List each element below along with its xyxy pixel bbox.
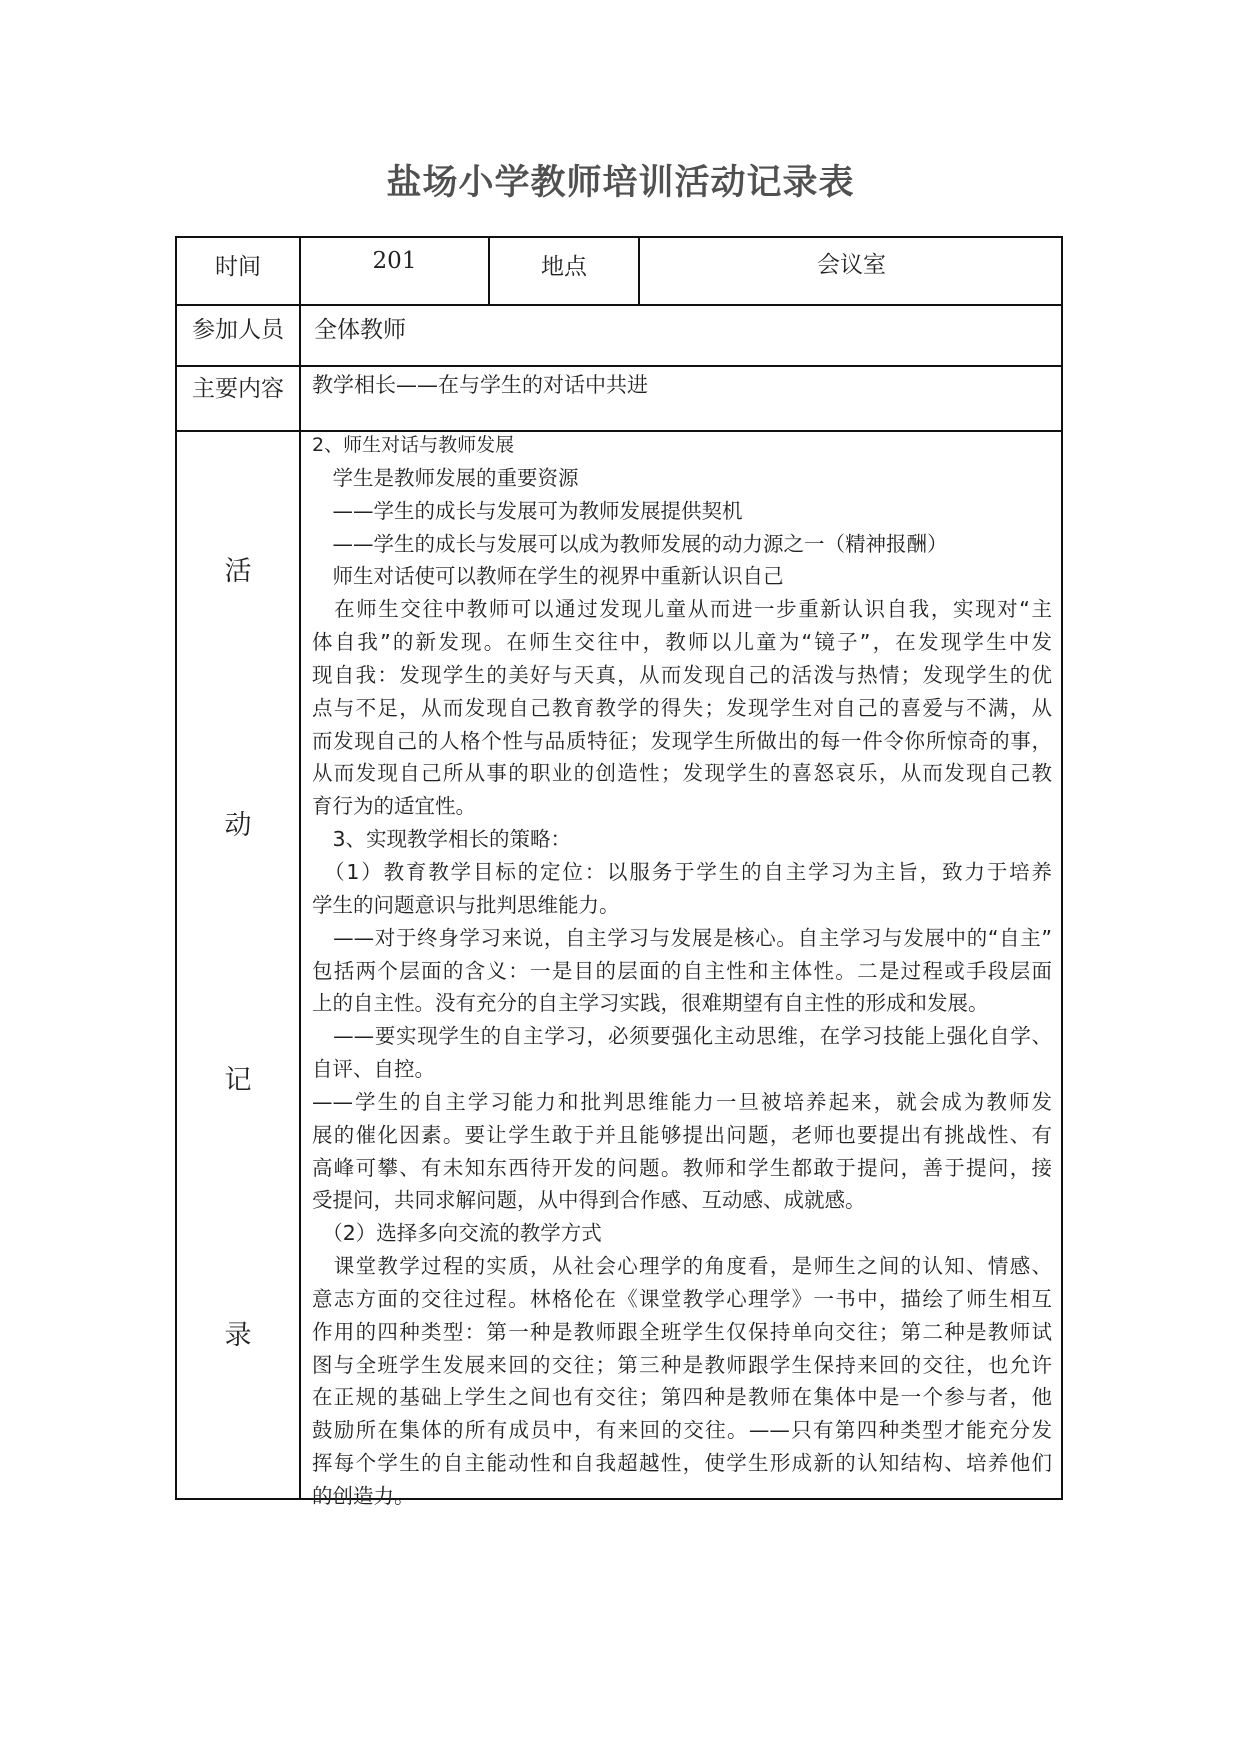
- record-line: 上的自主性。没有充分的自主学习实践，很难期望有自主性的形成和发展。: [312, 991, 989, 1016]
- record-line: 展的催化因素。要让学生敢于并且能够提出问题，老师也要提出有挑战性、有: [312, 1122, 1052, 1147]
- row-divider-2: [177, 365, 1061, 367]
- time-label: 时间: [215, 254, 261, 280]
- record-line: 包括两个层面的含义：一是目的层面的自主性和主体性。二是过程或手段层面: [312, 958, 1052, 983]
- record-label-char-1: 活: [224, 556, 252, 587]
- record-line: （2）选择多向交流的教学方式: [312, 1221, 602, 1246]
- record-line: 现自我：发现学生的美好与天真，从而发现自己的活泼与热情；发现学生的优: [312, 662, 1052, 687]
- record-line: 图与全班学生发展来回的交往；第三种是教师跟学生保持来回的交往，也允许: [312, 1352, 1052, 1377]
- place-value: 会议室: [817, 252, 886, 278]
- record-line: 的创造力。: [312, 1484, 415, 1508]
- record-line: ——对于终身学习来说，自主学习与发展是核心。自主学习与发展中的“自主”: [312, 925, 1052, 950]
- record-line: 育行为的适宜性。: [312, 794, 476, 819]
- record-line: 而发现自己的人格个性与品质特征；发现学生所做出的每一件令你所惊奇的事，: [312, 728, 1052, 753]
- time-value: 201: [372, 248, 417, 274]
- content-value: 教学相长——在与学生的对话中共进: [312, 373, 648, 397]
- record-line: 高峰可攀、有未知东西待开发的问题。教师和学生都敢于提问，善于提问，接: [312, 1155, 1052, 1180]
- record-form-table: [175, 236, 1063, 1508]
- record-line: 挥每个学生的自主能动性和自我超越性，使学生形成新的认知结构、培养他们: [312, 1451, 1052, 1476]
- record-line: ——学生的自主学习能力和批判思维能力一旦被培养起来，就会成为教师发: [312, 1089, 1052, 1114]
- record-line: 课堂教学过程的实质，从社会心理学的角度看，是师生之间的认知、情感、: [312, 1254, 1052, 1279]
- record-line: 师生对话使可以教师在学生的视界中重新认识自己: [312, 564, 784, 589]
- record-line: 在师生交往中教师可以通过发现儿童从而进一步重新认识自我，实现对“主: [312, 597, 1052, 622]
- record-label-char-2: 动: [224, 810, 252, 841]
- participants-label: 参加人员: [192, 317, 284, 343]
- record-line: ——学生的成长与发展可为教师发展提供契机: [312, 498, 743, 523]
- record-line: 3、实现教学相长的策略：: [312, 827, 572, 852]
- content-label: 主要内容: [192, 376, 284, 402]
- participants-value: 全体教师: [314, 317, 406, 343]
- record-line: （1）教育教学目标的定位：以服务于学生的自主学习为主旨，致力于培养: [312, 859, 1052, 884]
- record-line: 2、师生对话与教师发展: [312, 434, 515, 456]
- record-line: 作用的四种类型：第一种是教师跟全班学生仅保持单向交往；第二种是教师试: [312, 1319, 1052, 1344]
- record-line: 鼓励所在集体的所有成员中，有来回的交往。——只有第四种类型才能充分发: [312, 1418, 1052, 1443]
- record-line: ——学生的成长与发展可以成为教师发展的动力源之一（精神报酬）: [312, 531, 948, 556]
- record-line: 点与不足，从而发现自己教育教学的得失；发现学生对自己的喜爱与不满，从: [312, 695, 1052, 720]
- record-line: 在正规的基础上学生之间也有交往；第四种是教师在集体中是一个参与者，他: [312, 1385, 1052, 1410]
- record-line: 意志方面的交往过程。林格伦在《课堂教学心理学》一书中，描绘了师生相互: [312, 1286, 1052, 1311]
- record-line: 受提问，共同求解问题，从中得到合作感、互动感、成就感。: [312, 1188, 866, 1213]
- record-line: 从而发现自己所从事的职业的创造性；发现学生的喜怒哀乐，从而发现自己教: [312, 761, 1052, 786]
- record-label-char-3: 记: [224, 1065, 252, 1096]
- record-body: [312, 429, 1052, 1513]
- page-title: 盐场小学教师培训活动记录表: [386, 163, 855, 203]
- record-label-char-4: 录: [224, 1320, 252, 1351]
- record-line: 体自我”的新发现。在师生交往中，教师以儿童为“镜子”，在发现学生中发: [312, 630, 1052, 655]
- record-line: ——要实现学生的自主学习，必须要强化主动思维，在学习技能上强化自学、: [312, 1024, 1052, 1049]
- label-column-divider: [299, 238, 301, 1500]
- record-line: 自评、自控。: [312, 1057, 435, 1082]
- row-divider-1: [177, 304, 1061, 306]
- record-line: 学生的问题意识与批判思维能力。: [312, 892, 620, 917]
- place-label: 地点: [541, 254, 587, 280]
- record-line: 学生是教师发展的重要资源: [312, 465, 579, 490]
